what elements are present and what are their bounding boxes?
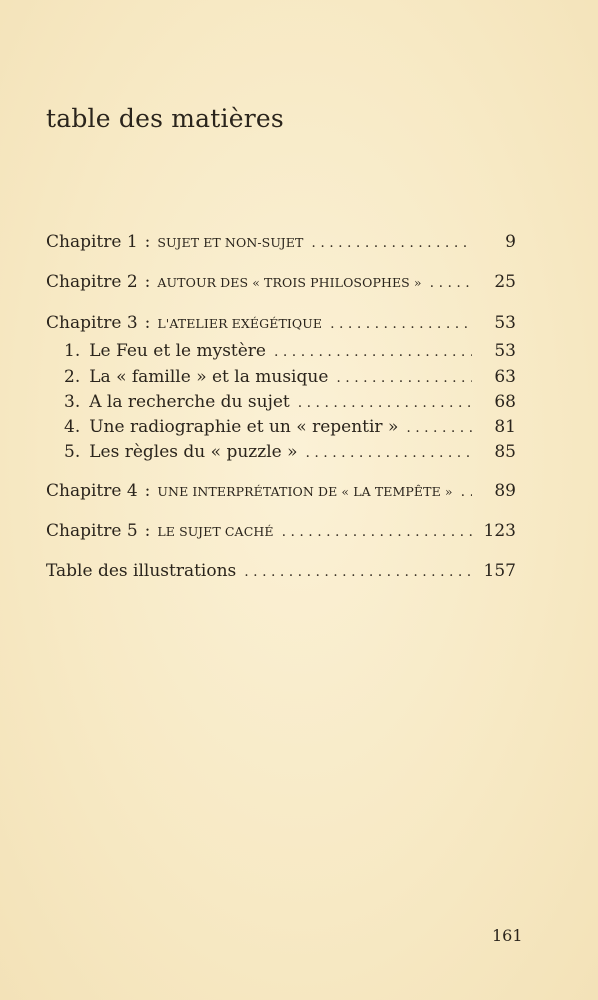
illustrations-title: Table des illustrations bbox=[46, 561, 237, 581]
chapter-number: Chapitre 5 bbox=[46, 521, 138, 541]
toc-entry-section-1 bbox=[64, 341, 516, 363]
section-number: 4. bbox=[64, 417, 81, 437]
chapter-separator: : bbox=[144, 272, 151, 292]
chapter-title: LE SUJET CACHÉ bbox=[157, 524, 274, 539]
chapter-number: Chapitre 1 bbox=[46, 232, 138, 252]
dot-leader bbox=[311, 235, 472, 251]
dot-leader bbox=[461, 484, 472, 500]
page-number: 85 bbox=[494, 442, 516, 462]
chapter-separator: : bbox=[144, 313, 151, 333]
dot-leader bbox=[298, 395, 472, 411]
chapter-number: Chapitre 3 bbox=[46, 313, 138, 333]
folio-page-number: 161 bbox=[492, 926, 523, 945]
section-number: 2. bbox=[64, 367, 81, 387]
toc-entry-chapter-5 bbox=[46, 521, 516, 543]
page-number: 81 bbox=[494, 417, 516, 437]
page-title: table des matières bbox=[46, 104, 284, 133]
toc-entry-section-2 bbox=[64, 367, 516, 389]
chapter-title: AUTOUR DES « TROIS PHILOSOPHES » bbox=[157, 275, 422, 290]
dot-leader bbox=[274, 344, 472, 360]
dot-leader bbox=[330, 316, 472, 332]
section-title: Les règles du « puzzle » bbox=[89, 442, 298, 462]
section-number: 5. bbox=[64, 442, 81, 462]
section-title: Le Feu et le mystère bbox=[89, 341, 266, 361]
dot-leader bbox=[244, 564, 472, 580]
toc-entry-chapter-1 bbox=[46, 232, 516, 254]
chapter-separator: : bbox=[144, 232, 151, 252]
toc-entry-section-5 bbox=[64, 442, 516, 464]
section-title: La « famille » et la musique bbox=[89, 367, 329, 387]
toc-entry-section-3 bbox=[64, 392, 516, 414]
page-number: 68 bbox=[494, 392, 516, 412]
toc-entry-chapter-2 bbox=[46, 272, 516, 294]
section-number: 3. bbox=[64, 392, 81, 412]
page-number: 157 bbox=[483, 561, 516, 581]
page-number: 53 bbox=[494, 341, 516, 361]
chapter-number: Chapitre 2 bbox=[46, 272, 138, 292]
chapter-title: L'ATELIER EXÉGÉTIQUE bbox=[157, 316, 323, 331]
page-number: 89 bbox=[494, 481, 516, 501]
section-number: 1. bbox=[64, 341, 81, 361]
dot-leader bbox=[430, 275, 472, 291]
dot-leader bbox=[406, 420, 472, 436]
dot-leader bbox=[306, 445, 473, 461]
toc-entry-section-4 bbox=[64, 417, 516, 439]
page-number: 25 bbox=[494, 272, 516, 292]
dot-leader bbox=[336, 370, 472, 386]
toc-entry-chapter-3 bbox=[46, 313, 516, 335]
dot-leader bbox=[282, 524, 472, 540]
chapter-title: SUJET ET NON-SUJET bbox=[157, 235, 304, 250]
chapter-number: Chapitre 4 bbox=[46, 481, 138, 501]
chapter-title: UNE INTERPRÉTATION DE « LA TEMPÊTE » bbox=[157, 484, 453, 499]
chapter-separator: : bbox=[144, 481, 151, 501]
page-number: 53 bbox=[494, 313, 516, 333]
toc-entry-chapter-4 bbox=[46, 481, 516, 503]
page-number: 9 bbox=[505, 232, 516, 252]
chapter-separator: : bbox=[144, 521, 151, 541]
page-number: 63 bbox=[494, 367, 516, 387]
page-number: 123 bbox=[483, 521, 516, 541]
section-title: A la recherche du sujet bbox=[89, 392, 290, 412]
toc-entry-illustrations bbox=[46, 561, 516, 583]
section-title: Une radiographie et un « repentir » bbox=[89, 417, 399, 437]
